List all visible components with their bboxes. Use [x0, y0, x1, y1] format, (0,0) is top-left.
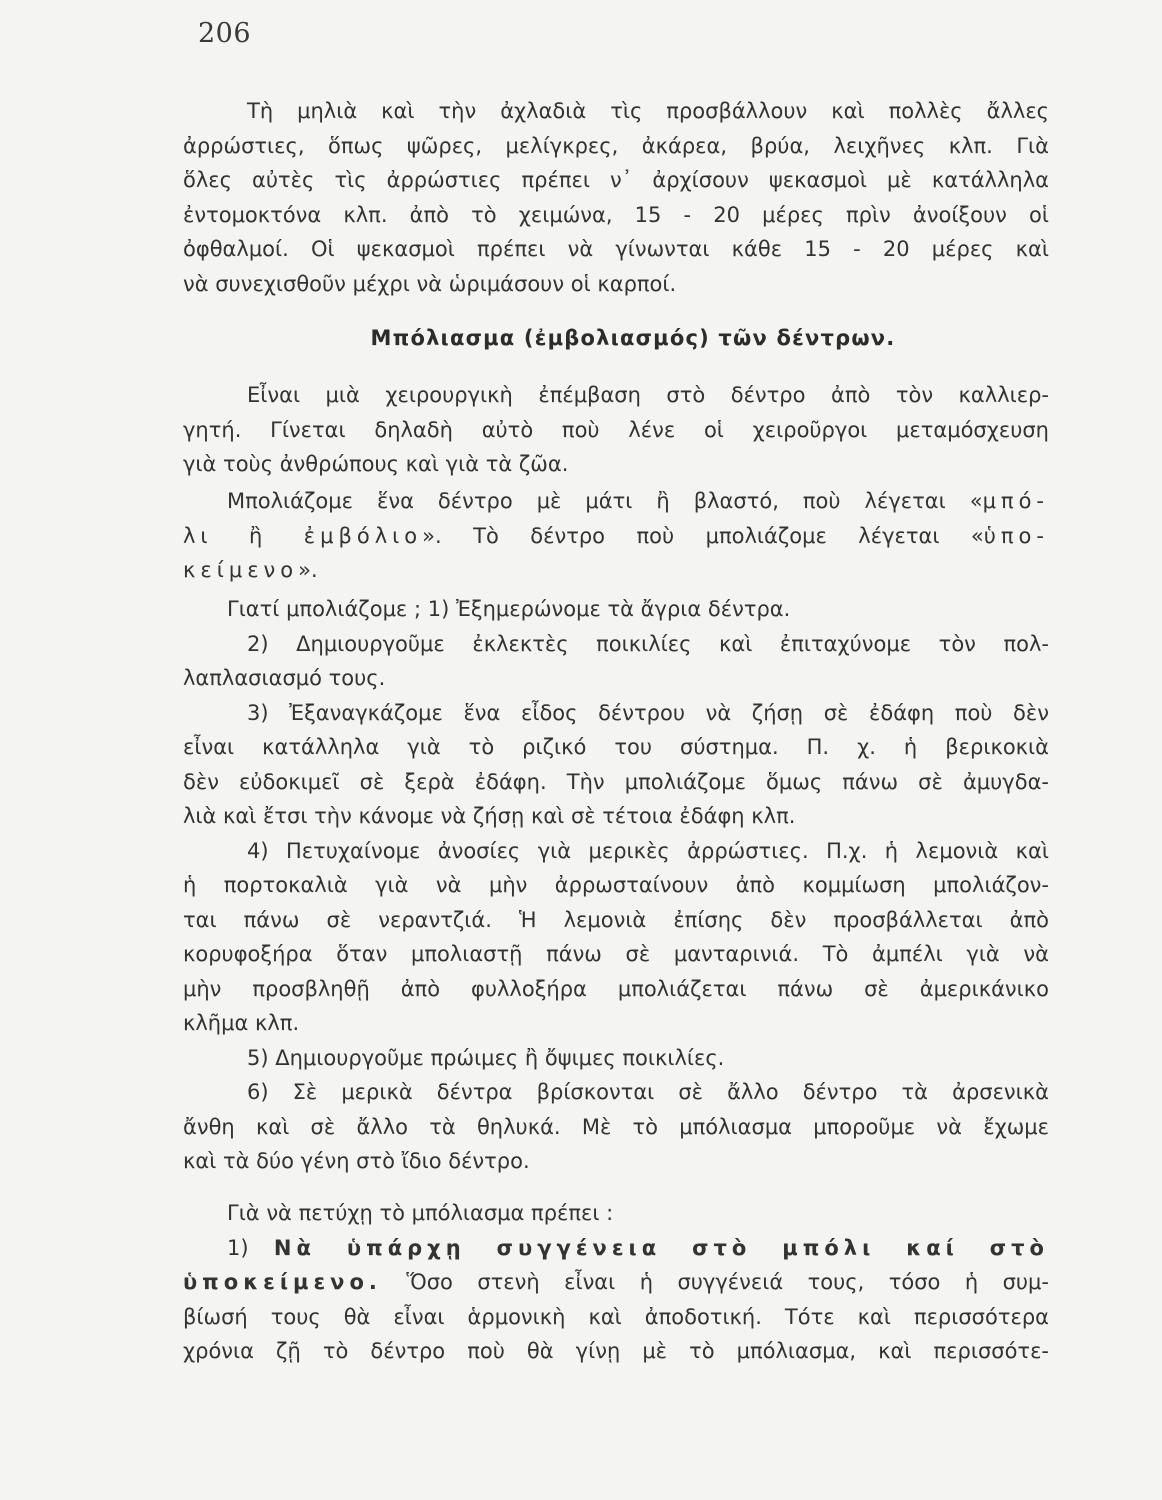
text-line: νὰ συνεχισθοῦν μέχρι νὰ ὡριμάσουν οἱ καρποί.: [183, 271, 677, 296]
reason-2-line: 2) Δημιουργοῦμε ἐκλεκτὲς ποικιλίες καὶ ἐπιταχύνομε τὸν πολ-: [247, 631, 1049, 656]
reason-3-line: 3) Ἐξαναγκάζομε ἕνα εἶδος δέντρου νὰ ζήσῃ σὲ ἐδάφη ποὺ δὲν: [247, 700, 1049, 725]
text-line: γιὰ τοὺς ἀνθρώπους καὶ γιὰ τὰ ζῶα.: [183, 452, 569, 476]
text-line: ἀρρώστιες, ὅπως ψῶρες, μελίγκρες, ἀκάρεα, βρύα, λειχῆνες κλπ. Γιὰ: [183, 133, 1049, 158]
text-line: ὅλες αὐτὲς τὶς ἀρρώστιες πρέπει ν᾿ ἀρχίσουν ψεκασμοὶ μὲ κατάλληλα: [183, 168, 1049, 192]
condition-1-line: [183, 1265, 1049, 1300]
reason-6-line: καὶ τὰ δύο γένη στὸ ἴδιο δέντρο.: [183, 1149, 530, 1173]
text-fragment: Ὅσο στενὴ εἶναι ἡ συγγένειά τους, τόσο ἡ συμ-: [381, 1270, 1049, 1294]
term-graft: λι ἢ ἐμβόλιο: [183, 523, 423, 548]
text-fragment: Μπολιάζομε ἕνα δέντρο μὲ μάτι ἢ βλαστό, ποὺ λέγεται «: [227, 489, 983, 513]
reason-4-line: μὴν προσβληθῇ ἀπὸ φυλλοξήρα μπολιάζεται πάνω σὲ ἀμερικάνικο: [183, 976, 1049, 1001]
text-line: Εἶναι μιὰ χειρουργικὴ ἐπέμβαση στὸ δέντρο ἀπὸ τὸν καλλιερ-: [247, 383, 1049, 407]
text-line: [183, 553, 1049, 588]
conditions-intro: Γιὰ νὰ πετύχῃ τὸ μπόλιασμα πρέπει :: [227, 1201, 614, 1225]
condition-1-line: βίωσή τους θὰ εἶναι ἁρμονικὴ καὶ ἀποδοτική. Τότε καὶ περισσότερα: [183, 1304, 1049, 1329]
page-number: 206: [198, 18, 252, 49]
paragraph-definition: [183, 378, 1049, 482]
text-line: [183, 484, 1049, 519]
reason-4-line: κλῆμα κλπ.: [183, 1011, 300, 1035]
reason-3-line: δὲν εὐδοκιμεῖ σὲ ξερὰ ἐδάφη. Τὴν μπολιάζομε ὅμως πάνω σὲ ἀμυγδα-: [183, 769, 1049, 794]
reason-2-line: λαπλασιασμό τους.: [183, 666, 386, 690]
paragraph-diseases: [183, 94, 1049, 301]
paragraph-terms: [183, 484, 1049, 588]
reasons-list: [183, 592, 1049, 1179]
reason-5: 5) Δημιουργοῦμε πρώιμες ἢ ὄψιμες ποικιλίες.: [247, 1045, 725, 1070]
why-label: Γιατί μπολιάζομε ;: [227, 597, 422, 621]
reason-4-line: κορυφοξήρα ὅταν μπολιαστῇ πάνω σὲ μανταρινιά. Τὸ ἀμπέλι γιὰ νὰ: [183, 942, 1049, 966]
reason-4-line: ται πάνω σὲ νεραντζιά. Ἡ λεμονιὰ ἐπίσης δὲν προσβάλλεται ἀπὸ: [183, 907, 1049, 932]
text-fragment: ». Τὸ δέντρο ποὺ μπολιάζομε λέγεται «: [422, 523, 984, 548]
text-line: γητή. Γίνεται δηλαδὴ αὐτὸ ποὺ λένε οἱ χειροῦργοι μεταμόσχευση: [183, 417, 1049, 442]
reason-3-line: εἶναι κατάλληλα γιὰ τὸ ριζικό του σύστημα. Π. χ. ἡ βερικοκιὰ: [183, 735, 1049, 759]
reason-4-line: 4) Πετυχαίνομε ἀνοσίες γιὰ μερικὲς ἀρρώστιες. Π.χ. ἡ λεμονιὰ καὶ: [247, 838, 1049, 863]
text-line: [183, 519, 1049, 554]
reason-6-line: 6) Σὲ μερικὰ δέντρα βρίσκονται σὲ ἄλλο δέντρο τὰ ἀρσενικὰ: [247, 1080, 1049, 1104]
condition-1-heading-end: ὑποκείμενο.: [183, 1270, 382, 1294]
term-scion: μπό-: [982, 489, 1049, 513]
text-line: Τὴ μηλιὰ καὶ τὴν ἀχλαδιὰ τὶς προσβάλλουν καὶ πολλὲς ἄλλες: [247, 99, 1049, 123]
reason-6-line: ἄνθη καὶ σὲ ἄλλο τὰ θηλυκά. Μὲ τὸ μπόλιασμα μποροῦμε νὰ ἔχωμε: [183, 1114, 1049, 1139]
term-rootstock-end: κείμενο: [183, 558, 299, 582]
conditions: [183, 1196, 1049, 1369]
reason-4-line: ἡ πορτοκαλιὰ γιὰ νὰ μὴν ἀρρωσταίνουν ἀπὸ κομμίωση μπολιάζον-: [183, 873, 1049, 897]
text-fragment: ».: [298, 558, 318, 582]
text-line: ἐντομοκτόνα κλπ. ἀπὸ τὸ χειμώνα, 15 - 20 μέρες πρὶν ἀνοίξουν οἱ: [183, 202, 1049, 227]
reason-1-line: [183, 592, 1049, 627]
condition-1-heading: Νὰ ὑπάρχῃ συγγένεια στὸ μπόλι καί στὸ: [273, 1235, 1049, 1260]
condition-1-line: χρόνια ζῇ τὸ δέντρο ποὺ θὰ γίνῃ μὲ τὸ μπόλιασμα, καὶ περισσότε-: [183, 1339, 1049, 1363]
reason-1: 1) Ἐξημερώνομε τὰ ἄγρια δέντρα.: [427, 597, 791, 621]
reason-3-line: λιὰ καὶ ἔτσι τὴν κάνομε νὰ ζήσῃ καὶ σὲ τέτοια ἐδάφη κλπ.: [183, 804, 796, 828]
condition-1-number: 1): [227, 1235, 274, 1260]
section-title: Μπόλιασμα (ἐμβολιασμός) τῶν δέντρων.: [370, 326, 896, 350]
condition-1-line: [183, 1231, 1049, 1266]
term-rootstock-start: ὑπο-: [983, 523, 1049, 548]
text-line: ὀφθαλμοί. Οἱ ψεκασμοὶ πρέπει νὰ γίνωνται κάθε 15 - 20 μέρες καὶ: [183, 237, 1049, 261]
